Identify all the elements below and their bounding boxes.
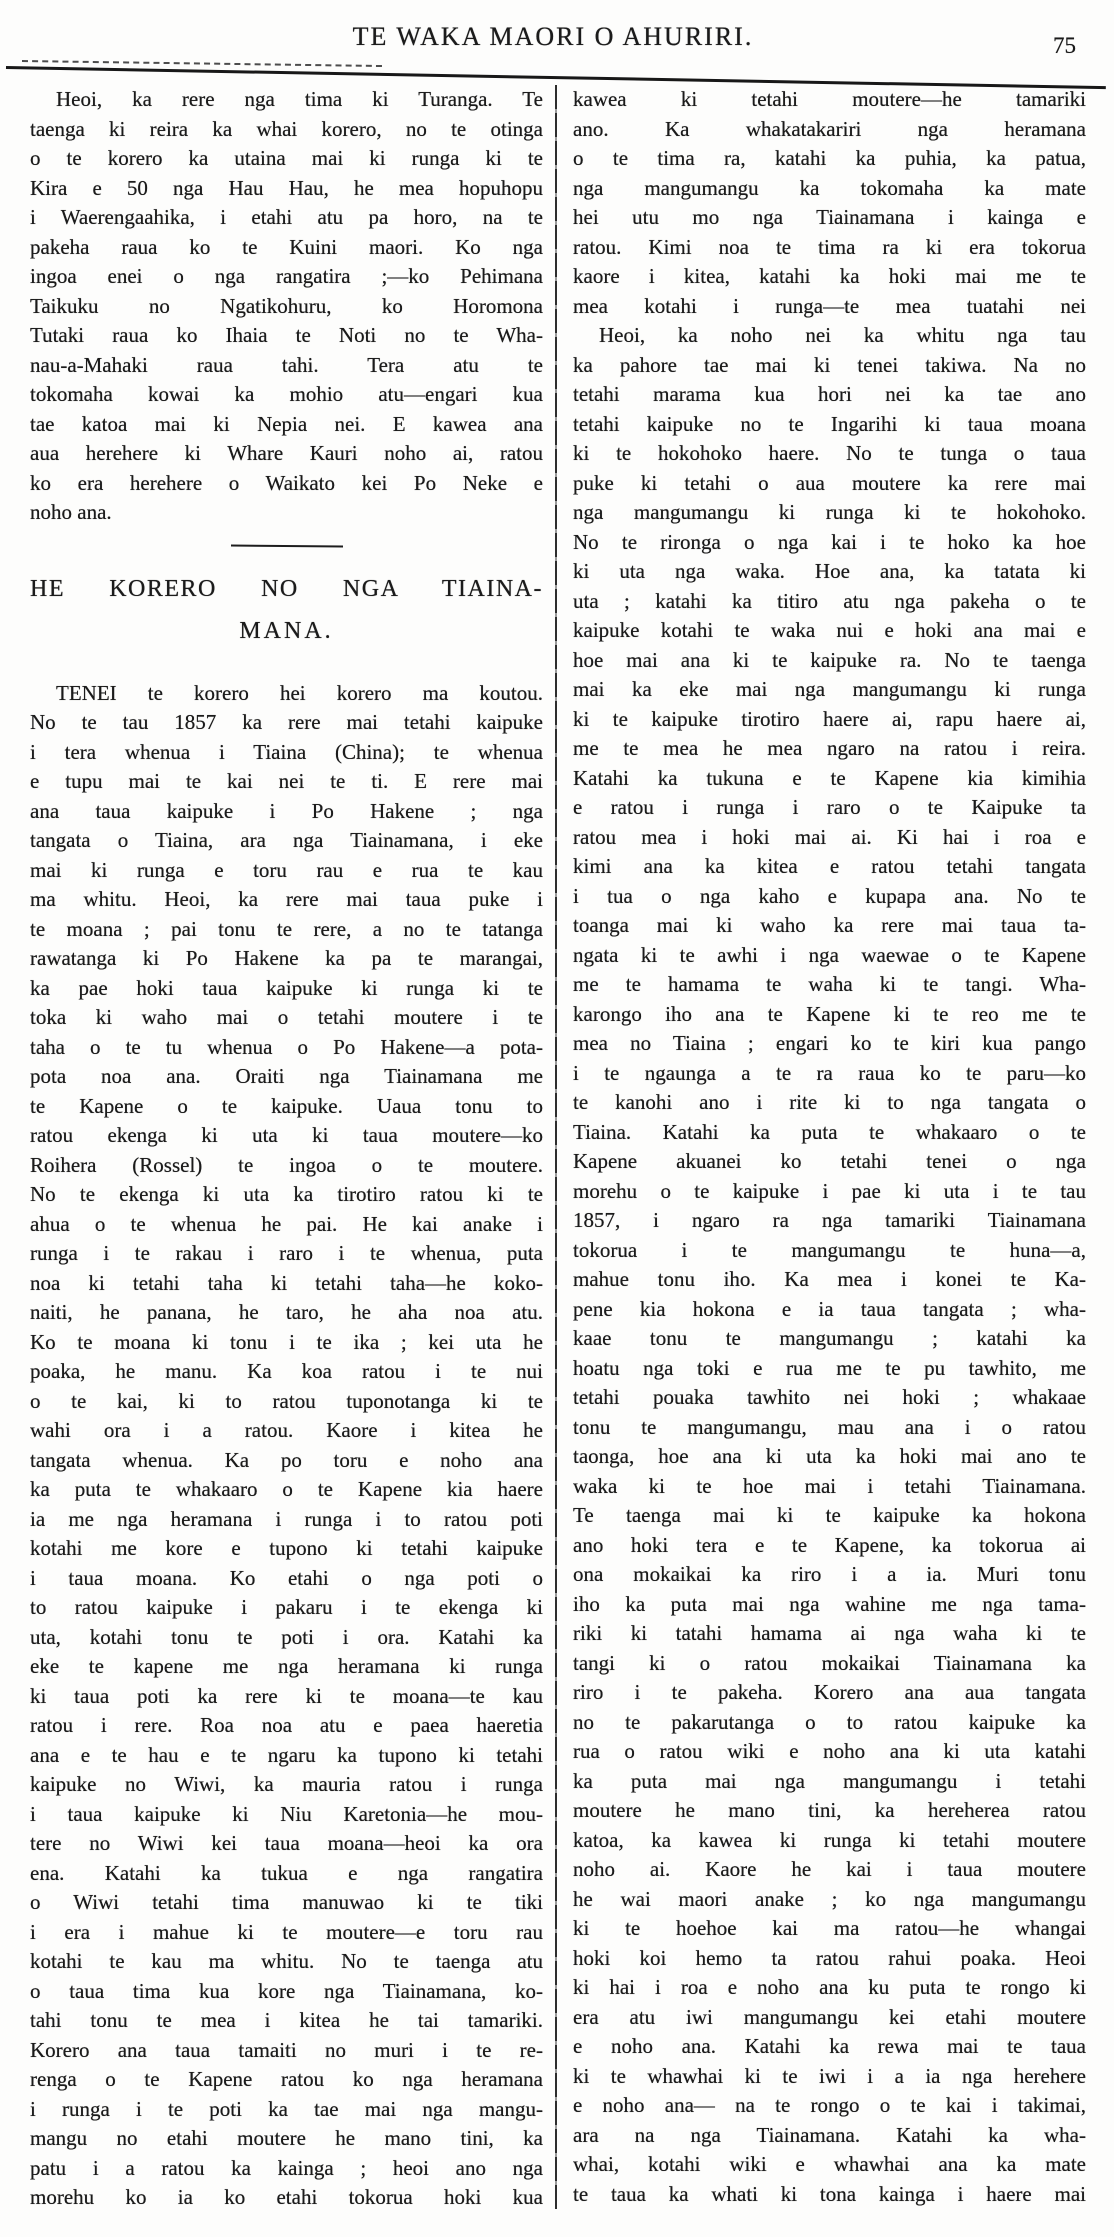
text-line: Heoi, ka noho nei ka whitu nga tau: [599, 323, 1086, 347]
text-line: wahi ora i a ratou. Kaore i kitea he: [30, 1418, 543, 1442]
text-line: tahi tonu te mea i kitea he tai tamariki.: [30, 2008, 543, 2032]
text-line: ara na nga Tiainamana. Katahi ka wha-: [573, 2122, 1086, 2147]
text-line: e tupu mai te kai nei te ti. E rere mai: [30, 769, 543, 793]
text-line: toka ki waho mai o tetahi moutere i te: [30, 1005, 543, 1029]
text-line: kimi ana ka kitea e ratou tetahi tangata: [573, 854, 1086, 878]
text-line: i runga i te poti ka tae mai nga mangu-: [30, 2096, 543, 2121]
text-line: 1857, i ngaro ra nga tamariki Tiainamana: [573, 1208, 1086, 1232]
text-line: moutere he mano tini, ka hereherea ratou: [573, 1798, 1086, 1822]
text-line: ka puta mai nga mangumangu i tetahi: [573, 1768, 1086, 1793]
left-column: [30, 85, 543, 2213]
text-line: ka pahore tae mai ki tenei takiwa. Na no: [573, 352, 1086, 377]
text-line: No te ekenga ki uta ka tirotiro ratou ki te: [30, 1182, 543, 1206]
text-line: Korero ana taua tamaiti no muri i te re-: [30, 2037, 543, 2062]
text-line: tere no Wiwi kei taua moana—heoi ka ora: [30, 1831, 543, 1855]
text-line: hoki koi hemo ta ratou rahui poaka. Heoi: [573, 1945, 1086, 1970]
text-line: rawatanga ki Po Hakene ka pa te marangai,: [30, 946, 543, 970]
text-line: No te rironga o nga kai i te hoko ka hoe: [573, 529, 1086, 554]
text-line: tangata whenua. Ka po toru e noho ana: [30, 1447, 543, 1472]
text-line: tokorua i te mangumangu te huna—a,: [573, 1237, 1086, 1262]
right-column: [573, 85, 1086, 2209]
text-line: tangata o Tiaina, ara nga Tiainamana, i eke: [30, 828, 543, 852]
text-line: ma whitu. Heoi, ka rere mai taua puke i: [30, 887, 543, 911]
text-line: Taikuku no Ngatikohuru, ko Horomona: [30, 293, 543, 318]
text-line: era atu iwi mangumangu kei etahi moutere: [573, 2004, 1086, 2029]
text-line: toanga mai ki waho ka rere mai taua ta-: [573, 913, 1086, 937]
text-line: o Wiwi tetahi tima manuwao ki te tiki: [30, 1890, 543, 1914]
text-line: o te tima ra, katahi ka puhia, ka patua,: [573, 146, 1086, 170]
text-line: ona mokaikai ka riro i a ia. Muri tonu: [573, 1562, 1086, 1586]
text-line: tokomaha kowai ka mohio atu—engari kua: [30, 382, 543, 406]
text-line: uta, kotahi tonu te poti i ora. Katahi ka: [30, 1624, 543, 1649]
text-line: riro i te pakeha. Korero ana aua tangata: [573, 1680, 1086, 1704]
text-line: ratou. Kimi noa te tima ra ki era tokorua: [573, 234, 1086, 259]
text-line: riki ki tatahi hamama ai nga waha ki te: [573, 1621, 1086, 1645]
text-line: rua o ratou wiki e noho ana ki uta katahi: [573, 1739, 1086, 1763]
text-line: noho ai. Kaore he kai i taua moutere: [573, 1857, 1086, 1881]
text-line: mea kotahi i runga—te mea tuatahi nei: [573, 293, 1086, 318]
text-line: ia me nga heramana i runga i to ratou poti: [30, 1506, 543, 1531]
text-line: TENEI te korero hei korero ma koutou.: [56, 680, 543, 705]
text-line: ki te whawhai ki te iwi i a ia nga herehere: [573, 2063, 1086, 2088]
page-number: 75: [1053, 33, 1076, 58]
text-line: morehu ko ia ko etahi tokorua hoki kua: [30, 2185, 543, 2209]
text-line: mea no Tiaina ; engari ko te kiri kua pango: [573, 1031, 1086, 1055]
text-line: tetahi pouaka tawhito nei hoki ; whakaae: [573, 1385, 1086, 1409]
text-line: taha o te tu whenua o Po Hakene—a pota-: [30, 1034, 543, 1059]
text-line: ki taua poti ka rere ki te moana—te kau: [30, 1683, 543, 1708]
text-line: e noho ana— na te rongo o te kai i takimai,: [573, 2093, 1086, 2117]
text-line: puke ki tetahi o aua moutere ka rere mai: [573, 470, 1086, 495]
text-line: nga mangumangu ki runga ki te hokohoko.: [573, 500, 1086, 524]
section-heading-line: MANA.: [239, 617, 334, 644]
text-line: noa ki tetahi taha ki tetahi taha—he koko-: [30, 1270, 543, 1295]
text-line: ingoa enei o nga rangatira ;—ko Pehimana: [30, 264, 543, 288]
text-line: kawea ki tetahi moutere—he tamariki: [573, 87, 1086, 111]
page-title: TE WAKA MAORI O AHURIRI.: [352, 22, 754, 51]
text-line: taonga, hoe ana ki uta ka hoki mai ano te: [573, 1444, 1086, 1468]
text-line: whai, kotahi wiki e whawhai ana ka mate: [573, 2152, 1086, 2176]
text-line: i era i mahue ki te moutere—e toru rau: [30, 1919, 543, 1944]
text-line: mahue tonu iho. Ka mea i konei te Ka-: [573, 1267, 1086, 1291]
text-line: noho ana.: [30, 500, 112, 524]
text-line: ki te hokohoko haere. No te tunga o taua: [573, 441, 1086, 465]
paragraph: [573, 85, 1086, 321]
text-line: no te pakarutanga o to ratou kaipuke ka: [573, 1709, 1086, 1734]
text-line: me te mea he mea ngaro na ratou i reira.: [573, 736, 1086, 760]
paragraph: [30, 679, 543, 2213]
text-line: me te hamama te waha ki te tangi. Wha-: [573, 972, 1086, 996]
text-line: mangu no etahi moutere he mano tini, ka: [30, 2126, 543, 2150]
text-line: tangi ki o ratou mokaikai Tiainamana ka: [573, 1650, 1086, 1675]
text-line: Ko te moana ki tonu i te ika ; kei uta he: [30, 1329, 543, 1354]
section-heading-line: HE KORERO NO NGA TIAINA-: [30, 575, 543, 602]
text-line: te kanohi ano i rite ki to nga tangata o: [573, 1090, 1086, 1114]
text-line: Kira e 50 nga Hau Hau, he mea hopuhopu: [30, 175, 543, 200]
text-line: pene kia hokona e ia taua tangata ; wha-: [573, 1296, 1086, 1321]
text-line: nga mangumangu ka tokomaha ka mate: [573, 175, 1086, 200]
text-line: poaka, he manu. Ka koa ratou i te nui: [30, 1359, 543, 1383]
masthead-rule-secondary: [22, 60, 382, 67]
text-line: runga i te rakau i raro i te whenua, puta: [30, 1241, 543, 1265]
text-line: ana taua kaipuke i Po Hakene ; nga: [30, 798, 543, 823]
text-line: ratou mea i hoki mai ai. Ki hai i roa e: [573, 824, 1086, 849]
text-line: patu i a ratou ka kainga ; heoi ano nga: [30, 2155, 543, 2180]
text-line: e ratou i runga i raro o te Kaipuke ta: [573, 795, 1086, 819]
text-line: kotahi te kau ma whitu. No te taenga atu: [30, 1949, 543, 1973]
text-line: kaae tonu te mangumangu ; katahi ka: [573, 1326, 1086, 1350]
text-columns: [30, 85, 1086, 2213]
section-heading: [30, 569, 543, 653]
text-line: ratou ekenga ki uta ki taua moutere—ko: [30, 1123, 543, 1147]
text-line: mai ka eke mai nga mangumangu ki runga: [573, 677, 1086, 701]
text-line: to ratou kaipuke i pakaru i te ekenga ki: [30, 1595, 543, 1619]
text-line: i te ngaunga a te ra raua ko te paru—ko: [573, 1060, 1086, 1085]
text-line: iho ka puta mai nga wahine me nga tama-: [573, 1591, 1086, 1616]
text-line: tae katoa mai ki Nepia nei. E kawea ana: [30, 411, 543, 436]
text-line: mai ki runga e toru rau e rua te kau: [30, 857, 543, 882]
text-line: tonu te mangumangu, mau ana i o ratou: [573, 1414, 1086, 1439]
text-line: aua herehere ki Whare Kauri noho ai, ratou: [30, 441, 543, 465]
text-line: ki uta nga waka. Hoe ana, ka tatata ki: [573, 559, 1086, 583]
text-line: naiti, he panana, he taro, he aha noa atu.: [30, 1300, 543, 1324]
text-line: o te korero ka utaina mai ki runga ki te: [30, 146, 543, 170]
text-line: eke te kapene me nga heramana ki runga: [30, 1654, 543, 1678]
text-line: taenga ki reira ka whai korero, no te otinga: [30, 116, 543, 141]
text-line: ki hai i roa e noho ana ku puta te rongo ki: [573, 1975, 1086, 1999]
text-line: pakeha raua ko te Kuini maori. Ko nga: [30, 234, 543, 259]
text-line: ka pae hoki taua kaipuke ki runga ki te: [30, 975, 543, 1000]
text-line: i tera whenua i Tiaina (China); te whenua: [30, 739, 543, 764]
text-line: katoa, ka kawea ki runga ki tetahi moutere: [573, 1827, 1086, 1852]
text-line: i taua moana. Ko etahi o nga poti o: [30, 1565, 543, 1590]
text-line: ena. Katahi ka tukua e nga rangatira: [30, 1860, 543, 1885]
text-line: tetahi marama kua hori nei ka tae ano: [573, 382, 1086, 406]
text-line: hoe mai ana ki te kaipuke ra. No te taenga: [573, 647, 1086, 672]
text-line: pota noa ana. Oraiti nga Tiainamana me: [30, 1064, 543, 1088]
text-line: he wai maori anake ; ko nga mangumangu: [573, 1886, 1086, 1911]
text-line: ratou i rere. Roa noa atu e paea haeretia: [30, 1713, 543, 1737]
paragraph: [573, 321, 1086, 2209]
text-line: e noho ana. Katahi ka rewa mai te taua: [573, 2034, 1086, 2058]
paragraph: [30, 85, 543, 528]
text-line: Roihera (Rossel) te ingoa o te moutere.: [30, 1152, 543, 1177]
text-line: ngata ki te awhi i nga waewae o te Kapene: [573, 942, 1086, 967]
text-line: kaipuke kotahi te waka nui e hoki ana mai e: [573, 618, 1086, 642]
text-line: ko era herehere o Waikato kei Po Neke e: [30, 470, 543, 495]
text-line: i tua o nga kaho e kupapa ana. No te: [573, 883, 1086, 908]
text-line: i taua kaipuke ki Niu Karetonia—he mou-: [30, 1801, 543, 1826]
text-line: karongo iho ana te Kapene ki te reo me te: [573, 1001, 1086, 1026]
section-divider-rule: [230, 544, 342, 547]
text-line: ana e te hau e te ngaru ka tupono ki tetahi: [30, 1742, 543, 1767]
text-line: Heoi, ka rere nga tima ki Turanga. Te: [56, 87, 543, 111]
text-line: morehu o te kaipuke i pae ki uta i te tau: [573, 1178, 1086, 1203]
text-line: kotahi me kore e tupono ki tetahi kaipuke: [30, 1536, 543, 1560]
text-line: ki te hoehoe kai ma ratou—he whangai: [573, 1916, 1086, 1940]
text-line: uta ; katahi ka titiro atu nga pakeha o te: [573, 588, 1086, 613]
text-line: o taua tima kua kore nga Tiainamana, ko-: [30, 1978, 543, 2003]
text-line: ka puta te whakaaro o te Kapene kia haere: [30, 1477, 543, 1501]
text-line: hoatu nga toki e rua me te pu tawhito, me: [573, 1355, 1086, 1380]
text-line: i Waerengaahika, i etahi atu pa horo, na te: [30, 205, 543, 229]
text-line: Te taenga mai ki te kaipuke ka hokona: [573, 1503, 1086, 1527]
text-line: ahua o te whenua he pai. He kai anake i: [30, 1211, 543, 1236]
text-line: Katahi ka tukuna e te Kapene kia kimihia: [573, 765, 1086, 790]
text-line: Tiaina. Katahi ka puta te whakaaro o te: [573, 1119, 1086, 1144]
text-line: renga o te Kapene ratou ko nga heramana: [30, 2067, 543, 2091]
text-line: Tutaki raua ko Ihaia te Noti no te Wha-: [30, 323, 543, 347]
text-line: Kapene akuanei ko tetahi tenei o nga: [573, 1149, 1086, 1173]
text-line: waka ki te hoe mai i tetahi Tiainamana.: [573, 1473, 1086, 1498]
masthead: [0, 0, 1114, 85]
column-divider-rule: [555, 85, 557, 2209]
text-line: ano hoki tera e te Kapene, ka tokorua ai: [573, 1532, 1086, 1557]
text-line: ano. Ka whakatakariri nga heramana: [573, 116, 1086, 141]
text-line: te Kapene o te kaipuke. Uaua tonu to: [30, 1093, 543, 1118]
text-line: hei utu mo nga Tiainamana i kainga e: [573, 205, 1086, 229]
text-line: No te tau 1857 ka rere mai tetahi kaipuke: [30, 710, 543, 734]
text-line: te taua ka whati ki tona kainga i haere mai: [573, 2181, 1086, 2206]
text-line: ki te kaipuke tirotiro haere ai, rapu haere ai,: [573, 706, 1086, 731]
text-line: kaipuke no Wiwi, ka mauria ratou i runga: [30, 1772, 543, 1796]
text-line: tetahi kaipuke no te Ingarihi ki taua moana: [573, 411, 1086, 436]
text-line: o te kai, ki to ratou tuponotanga ki te: [30, 1388, 543, 1413]
text-line: te moana ; pai tonu te rere, a no te tatanga: [30, 916, 543, 941]
text-line: nau-a-Mahaki raua tahi. Tera atu te: [30, 352, 543, 377]
text-line: kaore i kitea, katahi ka hoki mai me te: [573, 264, 1086, 288]
